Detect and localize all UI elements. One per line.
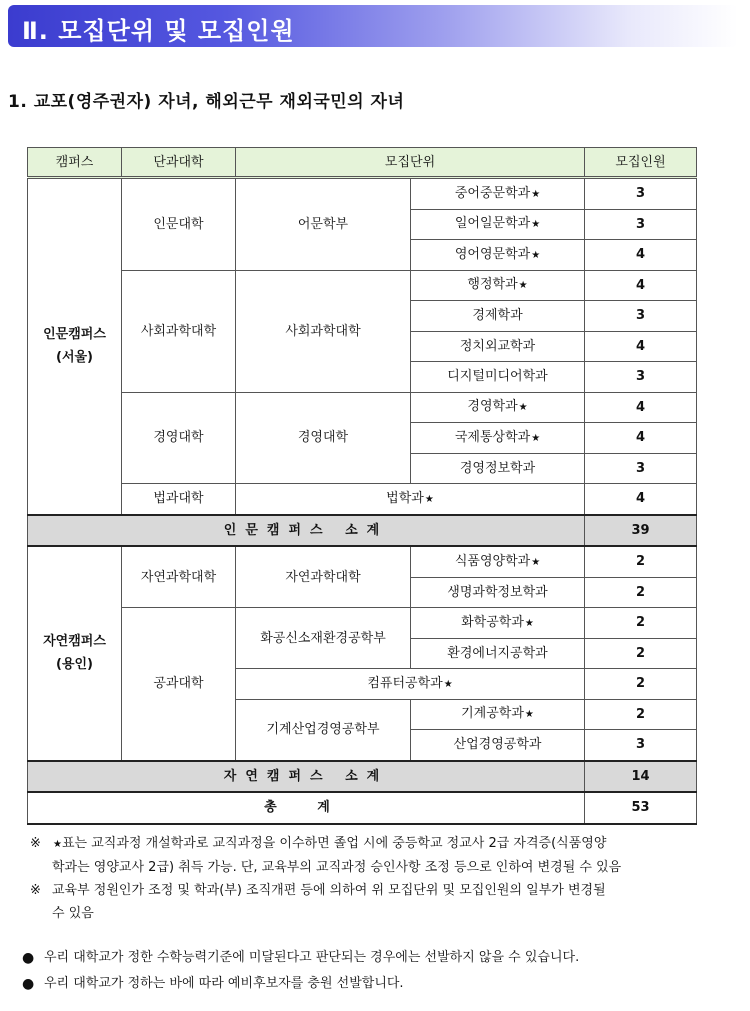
campus-location: (서울)	[56, 350, 93, 366]
campus-cell-natural	[28, 546, 122, 761]
major-cell: 생명과학정보학과	[411, 577, 585, 608]
star-icon: ★	[53, 839, 62, 850]
header-college: 단과대학	[122, 148, 236, 178]
star-icon: ★	[531, 556, 541, 568]
bullet-list	[22, 945, 732, 997]
note-mark: ※	[30, 836, 41, 851]
division-cell: 기계산업경영공학부	[236, 699, 411, 761]
count-cell: 3	[585, 178, 697, 210]
major-cell: 경제학과	[411, 301, 585, 332]
list-item	[22, 971, 732, 997]
count-cell: 2	[585, 699, 697, 730]
major-cell: 중어중문학과★	[411, 178, 585, 210]
note-mark: ※	[30, 883, 41, 898]
college-cell: 법과대학	[122, 484, 236, 515]
count-cell: 2	[585, 546, 697, 577]
star-icon: ★	[531, 219, 541, 231]
college-cell: 인문대학	[122, 178, 236, 271]
total-label: 총 계	[28, 792, 585, 824]
subtotal-row-natural	[28, 761, 697, 793]
star-icon: ★	[531, 188, 541, 200]
section-subtitle: 1. 교포(영주권자) 자녀, 해외근무 재외국민의 자녀	[8, 92, 405, 112]
section-banner	[8, 5, 738, 47]
subtotal-label: 자연캠퍼스 소계	[28, 761, 585, 793]
major-cell: 식품영양학과★	[411, 546, 585, 577]
division-cell: 사회과학대학	[236, 270, 411, 392]
college-cell: 자연과학대학	[122, 546, 236, 608]
note-text: 학과는 영양교사 2급) 취득 가능. 단, 교육부의 교직과정 승인사항 조정 등으로 인하여 변경될 수 있음	[52, 860, 622, 875]
bullet-icon: ●	[22, 976, 35, 992]
total-row	[28, 792, 697, 824]
count-cell: 4	[585, 484, 697, 515]
subtotal-label: 인문캠퍼스 소계	[28, 515, 585, 547]
count-cell: 4	[585, 331, 697, 362]
campus-name: 인문캠퍼스	[43, 327, 106, 343]
major-cell: 화학공학과★	[411, 608, 585, 639]
note-text: 표는 교직과정 개설학과로 교직과정을 이수하면 졸업 시에 중등학교 정교사 2급 자격증(식품영양	[61, 836, 607, 851]
table-row	[28, 392, 697, 423]
major-cell: 행정학과★	[411, 270, 585, 301]
note-change	[30, 879, 730, 925]
star-icon: ★	[531, 432, 541, 444]
table-header-row	[28, 148, 697, 178]
total-count: 53	[585, 792, 697, 824]
subtotal-count: 14	[585, 761, 697, 793]
major-cell: 경영학과★	[411, 392, 585, 423]
bullet-icon: ●	[22, 950, 35, 966]
major-cell: 국제통상학과★	[411, 423, 585, 454]
star-icon: ★	[518, 280, 528, 292]
star-icon: ★	[424, 493, 434, 505]
star-icon: ★	[524, 617, 534, 629]
division-cell: 자연과학대학	[236, 546, 411, 608]
star-icon: ★	[531, 249, 541, 261]
header-unit: 모집단위	[236, 148, 585, 178]
table-row	[28, 178, 697, 210]
bullet-text: 우리 대학교가 정한 수학능력기준에 미달된다고 판단되는 경우에는 선발하지 않을 수 있습니다.	[44, 950, 580, 965]
count-cell: 4	[585, 270, 697, 301]
college-cell: 경영대학	[122, 392, 236, 484]
notes-section	[30, 832, 730, 925]
table-row	[28, 608, 697, 639]
count-cell: 3	[585, 209, 697, 240]
list-item	[22, 945, 732, 971]
bullet-text: 우리 대학교가 정하는 바에 따라 예비후보자를 충원 선발합니다.	[44, 976, 404, 991]
subtotal-count: 39	[585, 515, 697, 547]
count-cell: 2	[585, 577, 697, 608]
count-cell: 3	[585, 362, 697, 393]
note-text: 교육부 정원인가 조정 및 학과(부) 조직개편 등에 의하여 위 모집단위 및 모집인원의 일부가 변경될	[52, 883, 606, 898]
star-icon: ★	[524, 709, 534, 721]
college-cell: 공과대학	[122, 608, 236, 761]
star-icon: ★	[443, 678, 453, 690]
count-cell: 3	[585, 301, 697, 332]
division-cell: 어문학부	[236, 178, 411, 271]
star-icon: ★	[518, 402, 528, 414]
major-cell: 일어일문학과★	[411, 209, 585, 240]
count-cell: 4	[585, 240, 697, 271]
major-cell: 컴퓨터공학과★	[236, 669, 585, 700]
campus-name: 자연캠퍼스	[43, 634, 106, 650]
recruitment-table	[27, 147, 697, 825]
header-campus: 캠퍼스	[28, 148, 122, 178]
major-cell: 영어영문학과★	[411, 240, 585, 271]
header-count: 모집인원	[585, 148, 697, 178]
note-text: 수 있음	[52, 906, 94, 921]
major-cell: 환경에너지공학과	[411, 638, 585, 669]
count-cell: 4	[585, 423, 697, 454]
major-cell: 디지털미디어학과	[411, 362, 585, 393]
count-cell: 3	[585, 730, 697, 761]
division-cell: 경영대학	[236, 392, 411, 484]
table-row	[28, 546, 697, 577]
count-cell: 4	[585, 392, 697, 423]
major-cell: 경영정보학과	[411, 453, 585, 484]
count-cell: 2	[585, 669, 697, 700]
major-cell: 정치외교학과	[411, 331, 585, 362]
count-cell: 3	[585, 453, 697, 484]
table-row	[28, 270, 697, 301]
major-cell: 산업경영공학과	[411, 730, 585, 761]
college-cell: 사회과학대학	[122, 270, 236, 392]
note-teaching	[30, 832, 730, 879]
banner-title: Ⅱ. 모집단위 및 모집인원	[22, 17, 295, 45]
count-cell: 2	[585, 638, 697, 669]
campus-location: (용인)	[56, 657, 93, 673]
table-row	[28, 484, 697, 515]
division-cell: 화공신소재환경공학부	[236, 608, 411, 669]
campus-cell-humanities	[28, 178, 122, 515]
major-cell: 법학과★	[236, 484, 585, 515]
subtotal-row-humanities	[28, 515, 697, 547]
major-cell: 기계공학과★	[411, 699, 585, 730]
count-cell: 2	[585, 608, 697, 639]
